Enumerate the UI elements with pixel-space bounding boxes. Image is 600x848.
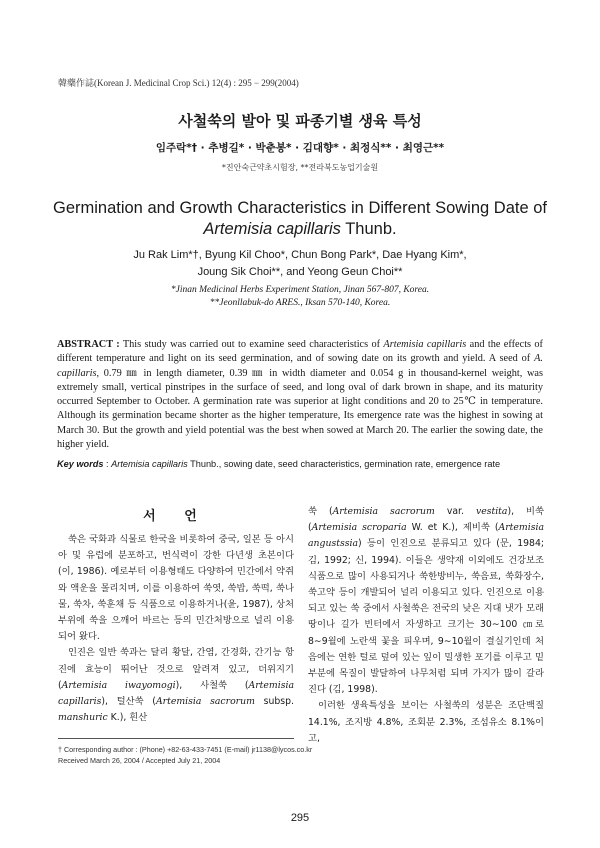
- authors-english-line1: Ju Rak Lim*†, Byung Kil Choo*, Chun Bong Park*, Dae Hyang Kim*,: [133, 249, 467, 261]
- footnote: [58, 744, 358, 766]
- species-name: Artemisia sacrorum: [155, 696, 255, 708]
- affiliation-english: [100, 284, 500, 310]
- species-name: Artemisia angustssia: [308, 522, 544, 550]
- body-text: ), 비쑥 (: [308, 506, 544, 534]
- authors-english: [90, 247, 510, 281]
- footnote-divider: [58, 738, 294, 739]
- footnote-received-date: Received March 26, 2004 / Accepted July 21, 2004: [58, 756, 221, 765]
- species-name: Artemisia sacrorum: [332, 506, 435, 517]
- affiliation-english-line2: **Jeonllabuk-do ARES., Iksan 570-140, Korea.: [209, 298, 391, 308]
- body-paragraph: [308, 504, 544, 698]
- keywords: [57, 459, 543, 469]
- abstract-species-2: A. capillaris: [57, 353, 543, 379]
- body-paragraph: [58, 645, 294, 726]
- body-text: ) 등이 인진으로 분류되고 있다 (문, 1984; 김, 1992; 신, 1994). 이들은 생약재 이외에도 건강보조식품으로 많이 사용되거나 쑥한방비누, 쑥음료, 쑥화장수, 쑥고약 등이 개발되어 널리 이용되고 있다. 인진으로 이용되고 있는 쑥 중에서 사철쑥은 전국의 낮은 지대 냇가 모래땅이나 길가 빈터에서 자생하고 크기는 30∼100 ㎝로 8∼9월에 노란색 꽃을 피우며, 9∼10월이 결실기인데 처음에는 연한 털로 덮여 있는 잎이 밀생한 포기를 이루고 밑부분에 목질이 발달하여 나무처럼 되며 가지가 많이 갈라진다 (김, 1998).: [308, 538, 544, 696]
- body-text: K.), 흰산: [107, 712, 148, 724]
- title-english: [40, 198, 560, 240]
- abstract-species-1: Artemisia capillaris: [383, 339, 467, 350]
- title-english-species: Artemisia capillaris: [203, 220, 341, 238]
- section-title-introduction: 서 언: [143, 509, 209, 524]
- species-name: Artemisia iwayomogi: [61, 679, 176, 691]
- abstract-text-2: and the effects of different temperature and light on its seed germination, and of sowing date on its growth and yield. A seed of: [57, 339, 543, 365]
- title-english-end: Thunb.: [340, 220, 397, 238]
- body-paragraph: 쑥은 국화과 식물로 한국을 비롯하여 중국, 일본 등 아시아 및 유럽에 분포하고, 번식력이 강한 다년생 초본이다(이, 1986). 예로부터 이용형태도 다양하여 민간에서 약쥐와 액운을 몰리치며, 이를 이용하여 쑥엿, 쑥밥, 쑥떡, 쑥나물, 쑥차, 쑥훈채 등 식품으로 이용하거나(윤, 1987), 상처부위에 쑥을 으깨어 바르는 등의 민간처방으로 널리 이용되어 왔다.: [58, 534, 294, 643]
- affiliation-korean: *진안숙근약초시험장, **전라북도농업기술원: [221, 163, 379, 172]
- body-text: ), 사철쑥 (: [175, 679, 249, 691]
- body-text: var.: [434, 506, 476, 517]
- keywords-species: Artemisia capillaris: [111, 459, 188, 469]
- body-text: W. et K.), 제비쑥 (: [406, 522, 499, 534]
- species-name: Artemisia capillaris: [58, 679, 294, 708]
- species-name: manshuric: [58, 712, 108, 724]
- journal-citation: 韓藥作誌(Korean J. Medicinal Crop Sci.) 12(4) : 295 − 299(2004): [58, 78, 299, 88]
- affiliation-english-line1: *Jinan Medicinal Herbs Experiment Station, Jinan 567-807, Korea.: [170, 285, 430, 295]
- species-name: Artemisia scroparia: [311, 522, 407, 534]
- body-paragraph: 이러한 생육특성을 보이는 사철쑥의 성분은 조단백질 14.1%, 조지방 4.8%, 조회분 2.3%, 조섬유소 8.1%이고,: [308, 700, 544, 744]
- keywords-label: Key words: [57, 459, 104, 469]
- body-text: ), 털산쑥 (: [101, 696, 156, 708]
- abstract-text-3: , 0.79 ㎜ in length diameter, 0.39 ㎜ in width diameter and 0.054 g in thousand-kernel weight, was extremely small, vertical pinstripes in the surface of seed, and long oval of dark brown in shape, and its maturity occurred September to October. A germination rate was superior at light conditions and 20 to 25℃ in temperature. Although its germination became shorter as the higher temperature, Its emergence rate was the highest in sowing at March 30. But the growth and yield potential was the best when sowed at March 20. The earlier the sowing date, the higher yield.: [57, 367, 543, 451]
- authors-korean: 임주락*† · 추병길* · 박춘봉* · 김대향* · 최정식** · 최영근**: [155, 142, 445, 154]
- page-number: 295: [290, 812, 310, 824]
- abstract-label: ABSTRACT :: [57, 339, 120, 350]
- body-text: subsp.: [254, 696, 294, 708]
- abstract: [57, 338, 543, 452]
- body-column-right: [308, 504, 544, 747]
- body-column-left: [58, 532, 294, 726]
- title-korean: 사철쑥의 발아 및 파종기별 생육 특성: [178, 112, 422, 130]
- footnote-corresponding-author: † Corresponding author : (Phone) +82-63-433-7451 (E-mail) jr1138@lycos.co.kr: [58, 745, 313, 754]
- body-text: 인진은 일반 쑥과는 달리 황달, 간염, 간경화, 간기능 항진에 효능이 뛰어난 것으로 알려져 있고, 더위지기(: [58, 647, 294, 691]
- authors-english-line2: Joung Sik Choi**, and Yeong Geun Choi**: [197, 266, 403, 278]
- species-name: vestita: [475, 506, 508, 517]
- title-english-line1: Germination and Growth Characteristics in Different Sowing Date of: [52, 199, 547, 217]
- keywords-list: Thunb., sowing date, seed characteristics, germination rate, emergence rate: [187, 459, 501, 469]
- abstract-text-1: This study was carried out to examine seed characteristics of: [119, 339, 384, 350]
- body-text: 쑥 (: [308, 506, 333, 517]
- keywords-separator: :: [103, 459, 112, 469]
